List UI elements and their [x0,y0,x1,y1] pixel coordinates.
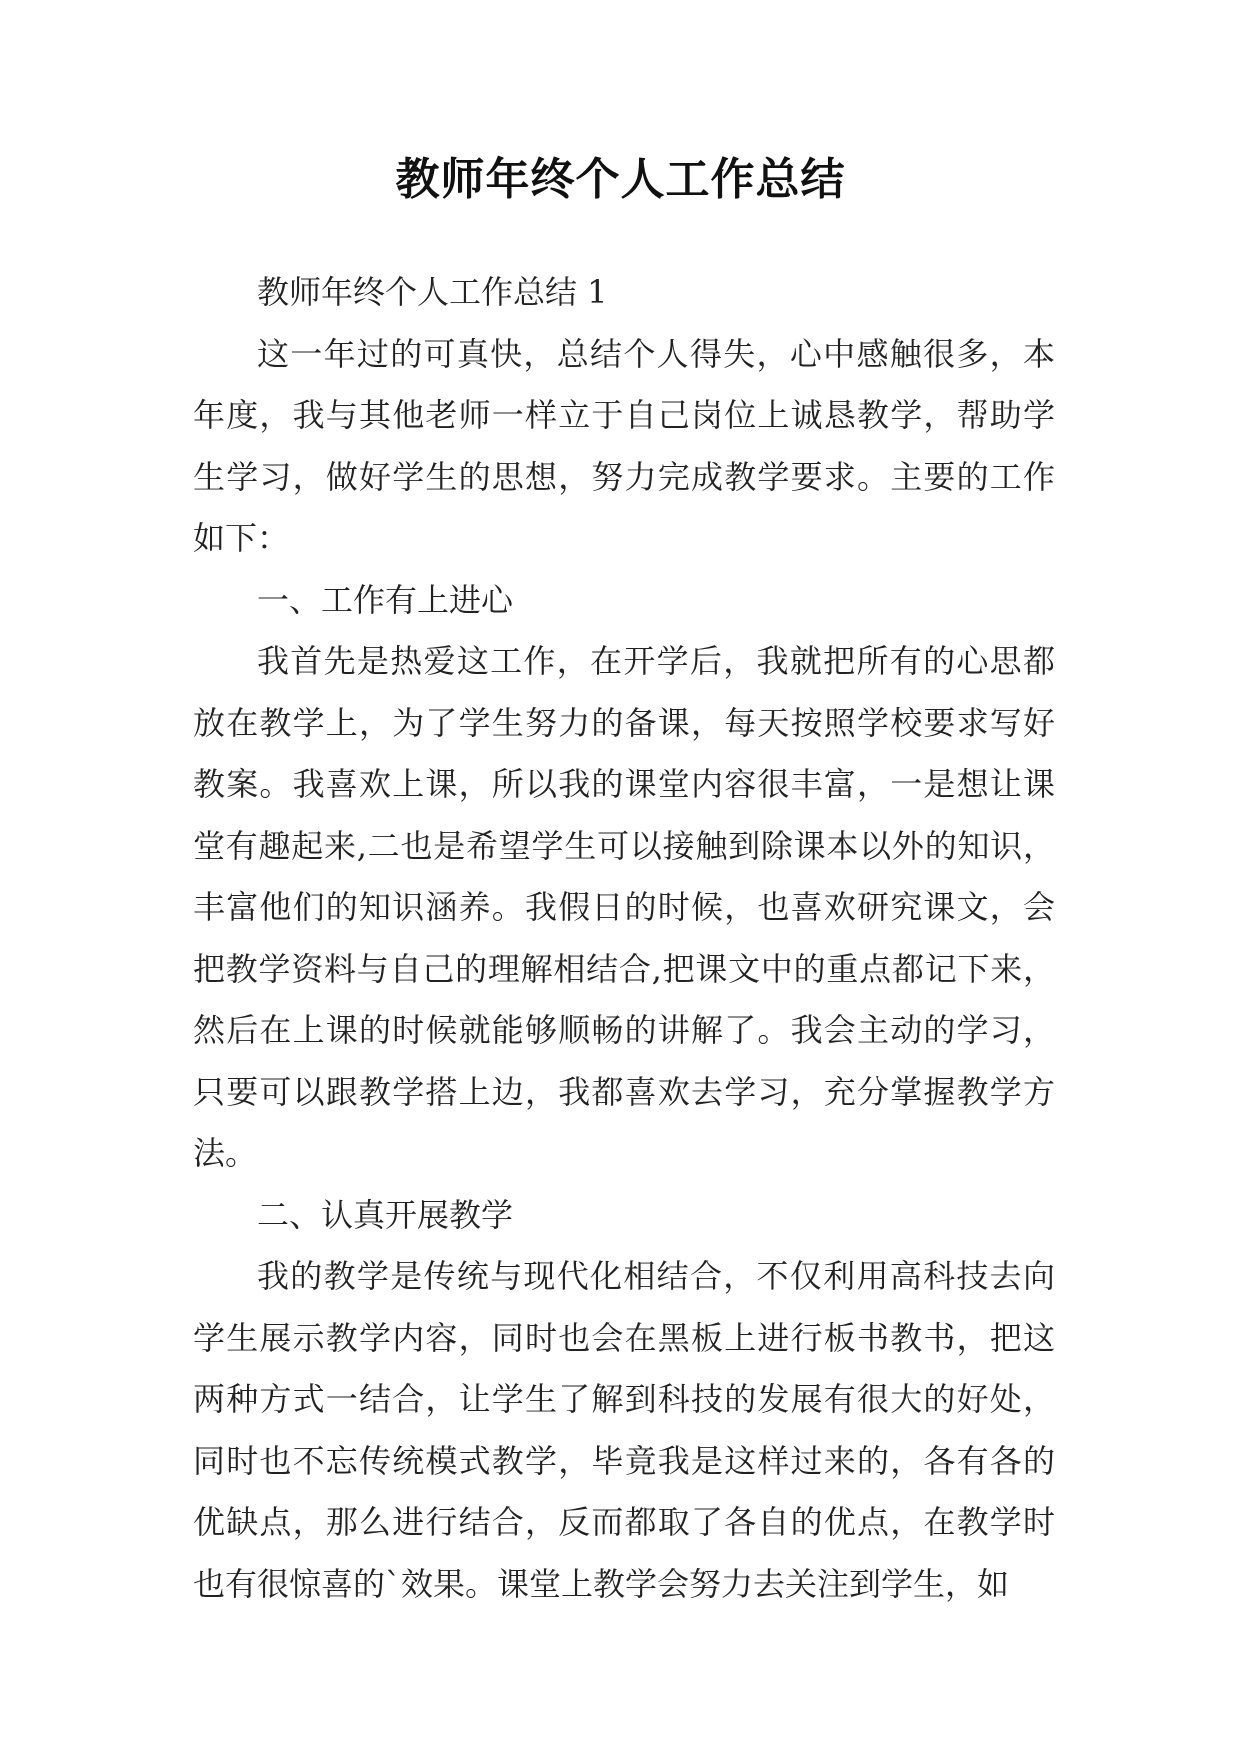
body-paragraph: 我首先是热爱这工作，在开学后，我就把所有的心思都放在教学上，为了学生努力的备课，每天按照学校要求写好教案。我喜欢上课，所以我的课堂内容很丰富，一是想让课堂有趣起来,二也是希望学生可以接触到除课本以外的知识，丰富他们的知识涵养。我假日的时候，也喜欢研究课文，会把教学资料与自己的理解相结合,把课文中的重点都记下来，然后在上课的时候就能够顺畅的讲解了。我会主动的学习，只要可以跟教学搭上边，我都喜欢去学习，充分掌握教学方法。 [193,642,1055,1172]
document-body [193,262,1055,1615]
intro-paragraph: 这一年过的可真快，总结个人得失，心中感触很多，本年度，我与其他老师一样立于自己岗位上诚恳教学，帮助学生学习，做好学生的思想，努力完成教学要求。主要的工作如下： [193,334,1055,557]
document-title: 教师年终个人工作总结 [395,154,846,205]
body-paragraph: 我的教学是传统与现代化相结合，不仅利用高科技去向学生展示教学内容，同时也会在黑板上进行板书教书，把这两种方式一结合，让学生了解到科技的发展有很大的好处，同时也不忘传统模式教学，毕竟我是这样过来的，各有各的优缺点，那么进行结合，反而都取了各自的优点，在教学时也有很惊喜的`效果。课堂上教学会努力去关注到学生，如 [193,1257,1055,1603]
section-heading: 一、工作有上进心 [257,580,514,619]
section-heading: 二、认真开展教学 [257,1195,514,1234]
subtitle-paragraph: 教师年终个人工作总结 1 [257,273,608,311]
